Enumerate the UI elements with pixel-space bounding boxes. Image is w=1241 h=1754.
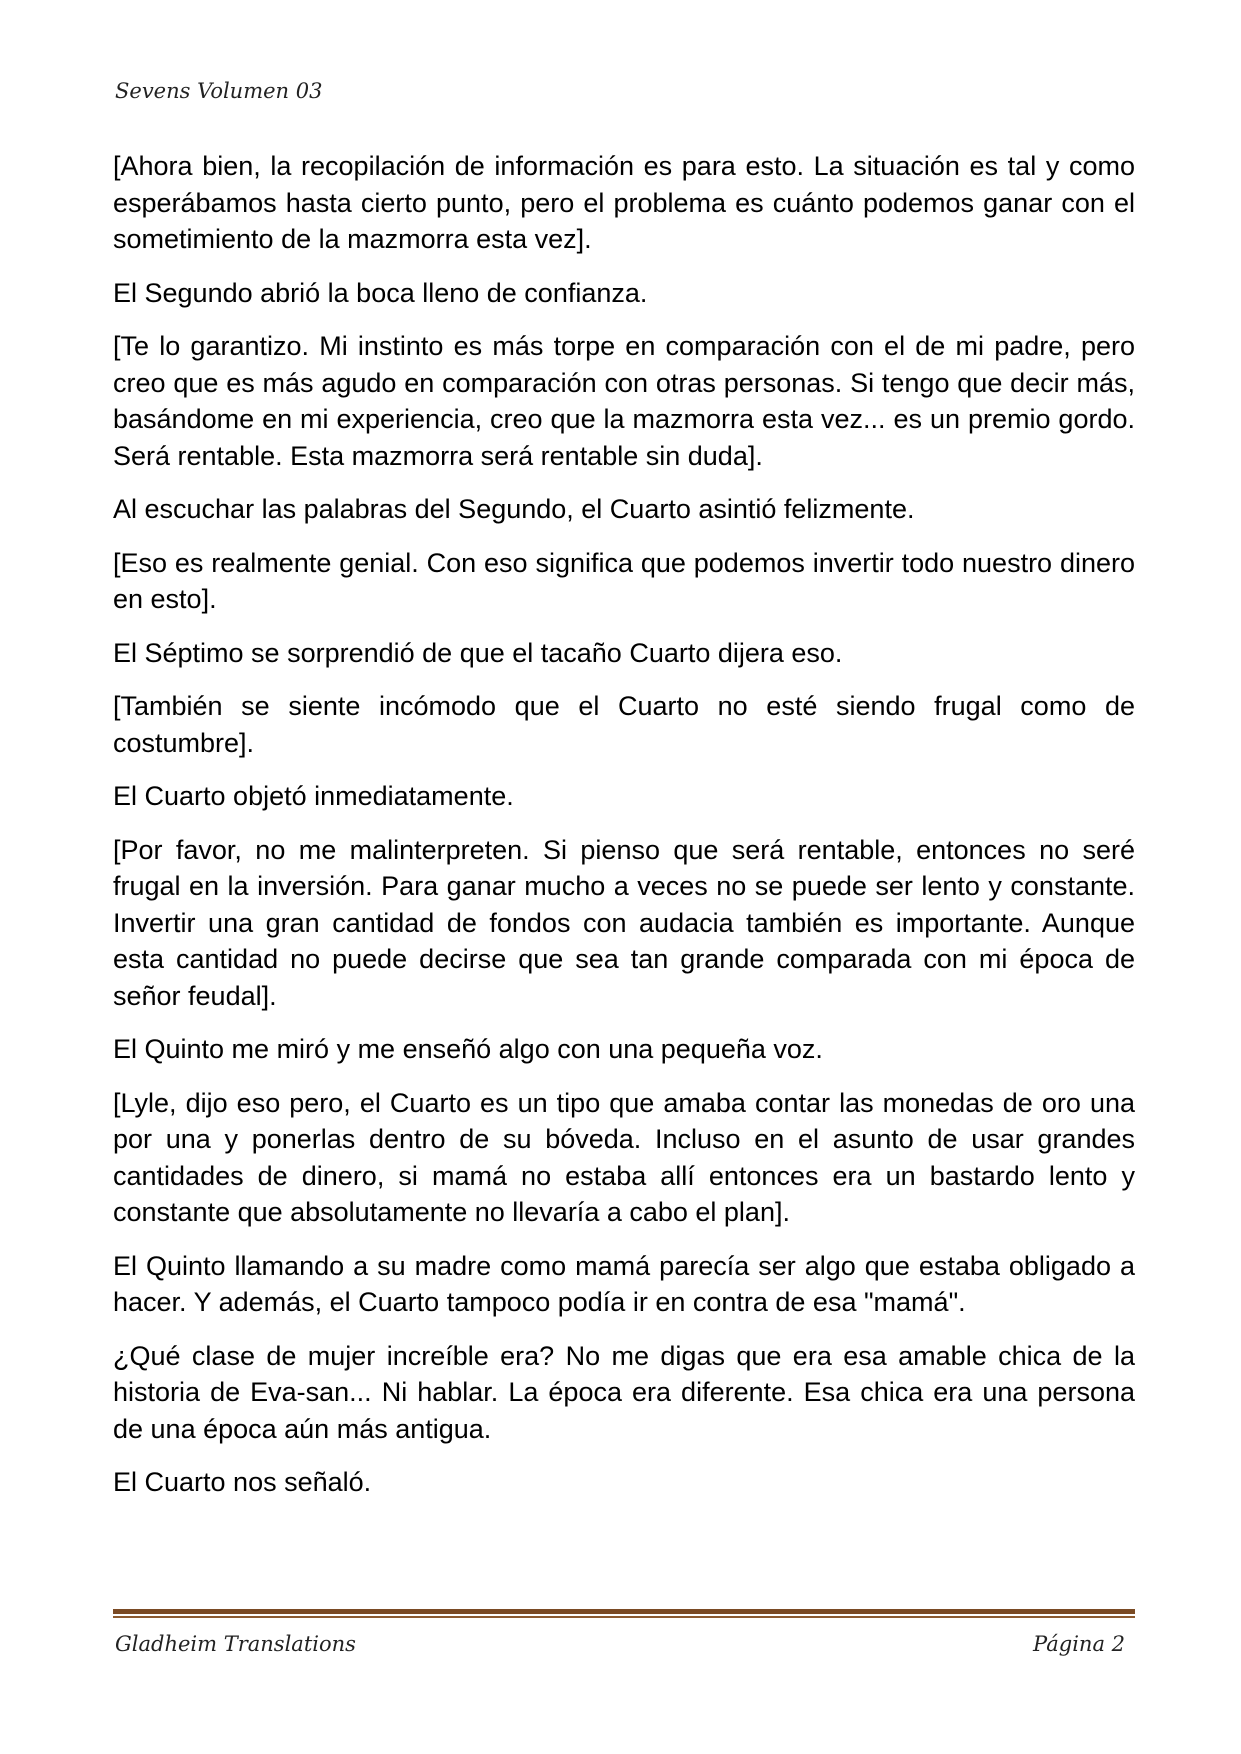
paragraph: El Quinto me miró y me enseñó algo con una pequeña voz. [113, 1034, 823, 1064]
footer-divider [113, 1609, 1135, 1619]
running-header: Sevens Volumen 03 [115, 79, 323, 103]
paragraph: [Eso es realmente genial. Con eso significa que podemos invertir todo nuestro dinero en esto]. [113, 547, 1135, 614]
footer-divider-thin [113, 1616, 1135, 1618]
paragraph: El Segundo abrió la boca lleno de confianza. [113, 277, 648, 308]
page-body [113, 148, 1135, 1518]
page-number: Página 2 [1033, 1632, 1125, 1656]
paragraph: El Quinto llamando a su madre como mamá parecía ser algo que estaba obligado a hacer. Y además, el Cuarto tampoco podía ir en contra de esa "mamá". [113, 1250, 1135, 1317]
footer-publisher: Gladheim Translations [115, 1632, 356, 1656]
paragraph: [También se siente incómodo que el Cuarto no esté siendo frugal como de costumbre]. [113, 691, 1135, 758]
paragraph: Al escuchar las palabras del Segundo, el Cuarto asintió felizmente. [113, 494, 915, 524]
paragraph: ¿Qué clase de mujer increíble era? No me digas que era esa amable chica de la historia de Eva-san... Ni hablar. La época era diferente. Esa chica era una persona de una época aún más antigua. [113, 1340, 1135, 1444]
paragraph: [Lyle, dijo eso pero, el Cuarto es un tipo que amaba contar las monedas de oro una por una y ponerlas dentro de su bóveda. Incluso en el asunto de usar grandes cantidades de dinero, si mamá no estaba allí entonces era un bastardo lento y constante que absolutamente no llevaría a cabo el plan]. [113, 1087, 1135, 1227]
paragraph: [Ahora bien, la recopilación de información es para esto. La situación es tal y como esperábamos hasta cierto punto, pero el problema es cuánto podemos ganar con el sometimiento de la mazmorra esta vez]. [113, 151, 1135, 254]
paragraph: [Te lo garantizo. Mi instinto es más torpe en comparación con el de mi padre, pero creo que es más agudo en comparación con otras personas. Si tengo que decir más, basándome en mi experiencia, creo que la mazmorra esta vez... es un premio gordo. Será rentable. Esta mazmorra será rentable sin duda]. [113, 331, 1135, 471]
paragraph: El Séptimo se sorprendió de que el tacaño Cuarto dijera eso. [113, 637, 843, 668]
footer-divider-thick [113, 1609, 1135, 1614]
paragraph: El Cuarto nos señaló. [113, 1467, 372, 1497]
paragraph: El Cuarto objetó inmediatamente. [113, 781, 514, 811]
paragraph: [Por favor, no me malinterpreten. Si pienso que será rentable, entonces no seré frugal en la inversión. Para ganar mucho a veces no se puede ser lento y constante. Invertir una gran cantidad de fondos con audacia también es importante. Aunque esta cantidad no puede decirse que sea tan grande comparada con mi época de señor feudal]. [113, 834, 1135, 1011]
